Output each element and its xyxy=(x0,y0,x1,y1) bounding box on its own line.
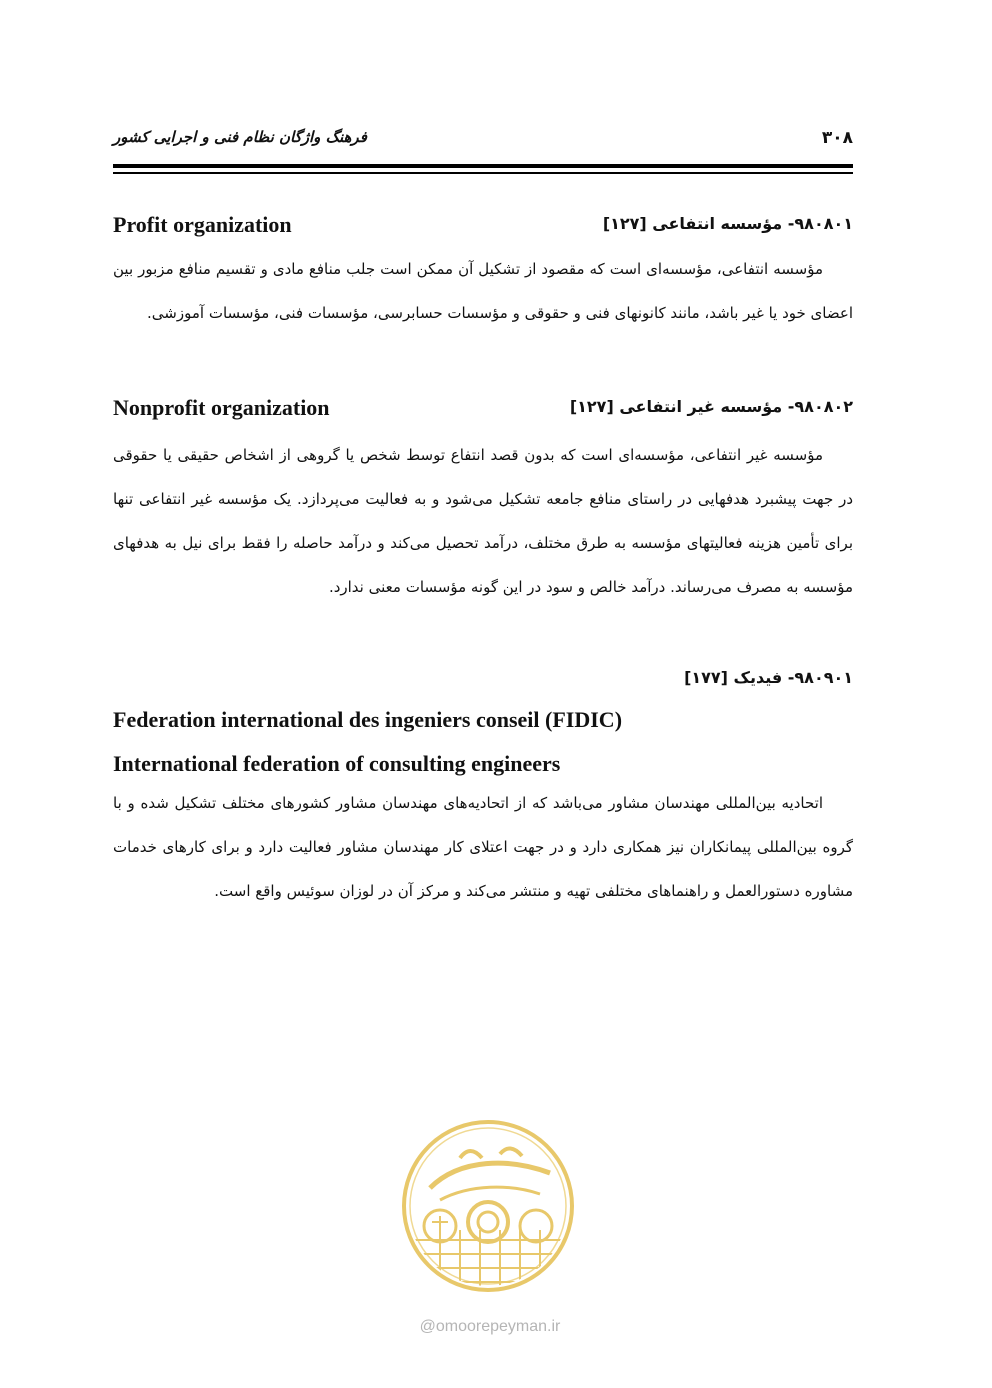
entry-english-term: Nonprofit organization xyxy=(113,395,330,420)
entry-definition: مؤسسه غیر انتفاعی، مؤسسه‌ای است که بدون قصد انتفاع توسط شخص یا گروهی از اشخاص حقیقی یا حقوقی در جهت پیشبرد هدفهایی در راستای منافع جامعه تشکیل می‌شود و به فعالیت می‌پردازد. یک مؤسسه غیر انتفاعی تنها برای تأمین هزینه فعالیتهای مؤسسه به طرق مختلف، درآمد تحصیل می‌کند و درآمد حاصله را فقط برای نیل به هدفهای مؤسسه به مصرف می‌رساند. درآمد خالص و سود در این گونه مؤسسات معنی ندارد. xyxy=(113,446,853,596)
entry-persian-term: ۹۸۰۸۰۱- مؤسسه انتفاعی [۱۲۷] xyxy=(602,214,853,233)
entry-heading-nonprofit xyxy=(113,395,853,425)
header-rule-thin xyxy=(113,172,853,174)
watermark-url-text: omoorepeyman.ir xyxy=(435,1318,561,1335)
page-number: ۳۰۸ xyxy=(821,128,853,148)
entry-persian-term: ۹۸۰۹۰۱- فیدیک [۱۷۷] xyxy=(684,668,853,687)
header-rule-thick xyxy=(113,164,853,168)
entry-definition: اتحادیه بین‌المللی مهندسان مشاور می‌باشد که از اتحادیه‌های مهندسان مشاور کشورهای مختلف تشکیل شده و با گروه بین‌المللی پیمانکاران نیز همکاری دارد و در جهت اعتلای کار مهندسان مشاور فعالیت دارد و برای کارهای خدمات مشاوره دستورالعمل و راهنماهای مختلفی تهیه و منتشر می‌کند و مرکز آن در لوزان سوئیس واقع است. xyxy=(113,794,853,900)
at-icon: @ xyxy=(419,1318,436,1335)
running-header-title: فرهنگ واژگان نظام فنی و اجرایی کشور xyxy=(113,128,367,146)
watermark-url xyxy=(400,1318,580,1336)
entry-persian-term: ۹۸۰۸۰۲- مؤسسه غیر انتفاعی [۱۲۷] xyxy=(569,397,853,416)
entry-definition: مؤسسه انتفاعی، مؤسسه‌ای است که مقصود از تشکیل آن ممکن است جلب منافع مادی و تقسیم منافع مزبور بین اعضای خود یا غیر باشد، مانند کانونهای فنی و حقوقی و مؤسسات حسابرسی، مؤسسات فنی، مؤسسات آموزشی. xyxy=(113,260,853,322)
publisher-logo-watermark xyxy=(400,1118,576,1294)
entry-english-term: Profit organization xyxy=(113,212,292,237)
page-header xyxy=(113,128,853,156)
entry-english-term-line-2: International federation of consulting engineers xyxy=(113,751,561,776)
entry-english-term-line-1: Federation international des ingeniers conseil (FIDIC) xyxy=(113,707,623,732)
entry-heading-profit xyxy=(113,212,853,242)
entry-heading-fidic xyxy=(113,666,853,696)
